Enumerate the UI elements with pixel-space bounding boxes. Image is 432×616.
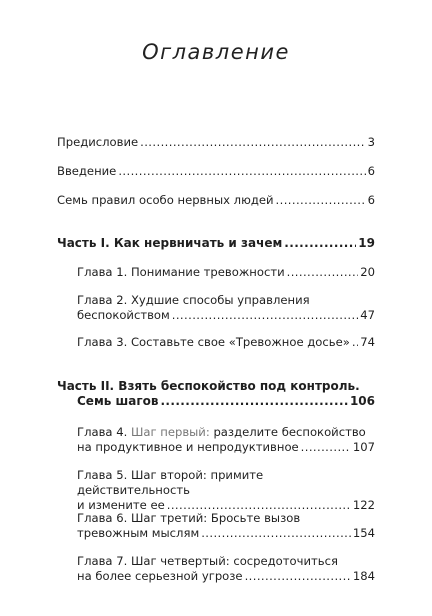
toc-chapter-line1 xyxy=(77,425,375,440)
toc-entry-preface[interactable] xyxy=(57,135,375,150)
toc-entry-text: Семь правил особо нервных людей xyxy=(57,193,274,207)
leader-dots xyxy=(301,440,351,455)
toc-chapter-line2 xyxy=(77,569,375,584)
toc-chapter-page: 74 xyxy=(360,335,375,349)
toc-entry-page: 6 xyxy=(367,193,375,207)
toc-chapter-text: Глава 3. Составьте свое «Тревожное досье» xyxy=(77,335,350,349)
toc-entry-page: 3 xyxy=(367,135,375,149)
toc-part-title: Часть II. Взять беспокойство под контроль. xyxy=(57,379,360,393)
toc-chapter-1[interactable] xyxy=(77,265,375,280)
toc-part-2[interactable] xyxy=(57,379,375,409)
toc-chapter-text: Глава 6. Шаг третий: Бросьте вызов xyxy=(77,511,301,525)
toc-chapter-line2 xyxy=(77,526,375,541)
leader-dots xyxy=(245,569,351,584)
toc-chapter-text-2: беспокойством xyxy=(77,308,170,322)
leader-dots xyxy=(276,193,366,208)
toc-chapter-text-2: и измените ее xyxy=(77,498,165,512)
toc-chapter-page: 20 xyxy=(360,265,375,279)
toc-chapter-page: 154 xyxy=(352,526,375,540)
leader-dots xyxy=(201,526,351,541)
leader-dots xyxy=(287,265,359,280)
toc-chapter-4[interactable] xyxy=(77,425,375,455)
page-title: Оглавление xyxy=(142,40,290,64)
toc-chapter-7[interactable] xyxy=(77,554,375,584)
toc-chapter-line2 xyxy=(77,440,375,455)
leader-dots xyxy=(352,335,358,350)
toc-chapter-grey-text: Шаг первый: xyxy=(130,425,210,439)
leader-dots xyxy=(160,394,347,409)
leader-dots xyxy=(284,236,356,251)
toc-chapter-text-2: на более серьезной угрозе xyxy=(77,569,243,583)
toc-entry-introduction[interactable] xyxy=(57,164,375,179)
leader-dots xyxy=(140,135,365,150)
toc-chapter-page: 47 xyxy=(360,308,375,322)
toc-entry-seven-rules[interactable] xyxy=(57,193,375,208)
toc-entry-text: Введение xyxy=(57,164,117,178)
toc-part-page: 106 xyxy=(349,394,375,408)
toc-chapter-page: 184 xyxy=(352,569,375,583)
toc-chapter-text: Глава 7. Шаг четвертый: сосредоточиться xyxy=(77,554,338,568)
toc-entry-text: Предисловие xyxy=(57,135,139,149)
toc-chapter-rest: разделите беспокойство xyxy=(213,425,366,439)
toc-part-title-line2 xyxy=(57,394,375,409)
toc-chapter-text-2: тревожным мыслям xyxy=(77,526,200,540)
toc-chapter-text: Глава 2. Худшие способы управления xyxy=(77,293,310,307)
toc-part-page: 19 xyxy=(358,236,375,250)
toc-chapter-6[interactable] xyxy=(77,511,375,541)
toc-chapter-page: 122 xyxy=(352,498,375,512)
toc-chapter-page: 107 xyxy=(352,440,375,454)
toc-part-title: Часть I. Как нервничать и зачем xyxy=(57,236,283,250)
toc-part-title-2: Семь шагов xyxy=(77,394,159,408)
toc-entry-page: 6 xyxy=(367,164,375,178)
toc-chapter-2[interactable] xyxy=(77,293,375,323)
toc-chapter-line2 xyxy=(77,308,375,323)
toc-chapter-3[interactable] xyxy=(77,335,375,350)
leader-dots xyxy=(172,308,358,323)
toc-chapter-text: Глава 5. Шаг второй: примите действительность xyxy=(77,468,264,497)
toc-chapter-prefix: Глава 4. xyxy=(77,425,128,439)
leader-dots xyxy=(118,164,365,179)
toc-chapter-text: Глава 1. Понимание тревожности xyxy=(77,265,285,279)
toc-chapter-5[interactable] xyxy=(77,468,375,513)
toc-part-1[interactable] xyxy=(57,236,375,251)
toc-chapter-text-2: на продуктивное и непродуктивное xyxy=(77,440,299,454)
